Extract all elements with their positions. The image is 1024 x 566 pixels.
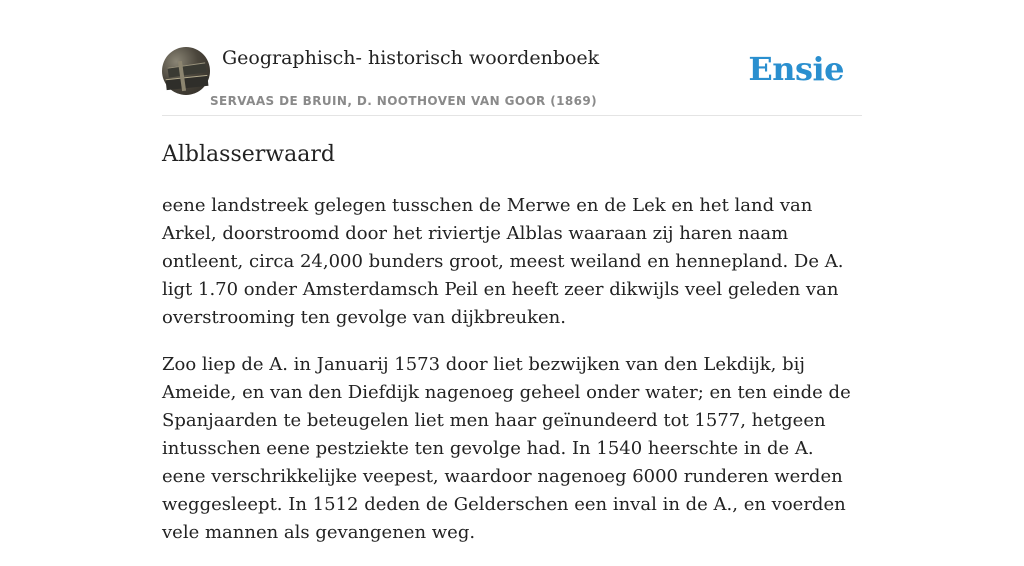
- entry-body: [162, 192, 862, 566]
- page-container: [162, 0, 862, 543]
- book-title-link[interactable]: Geographisch- historisch woordenboek: [222, 47, 600, 69]
- entry-paragraph: eene landstreek gelegen tusschen de Merwe en de Lek en het land van Arkel, doorstroomd door het riviertje Alblas waaraan zij haren naam ontleent, circa 24,000 bunders groot, meest weiland en hennepland. De A. ligt 1.70 onder Amsterdamsch Peil en heeft zeer dikwijls veel geleden van overstrooming ten gevolge van dijkbreuken.: [162, 195, 844, 328]
- entry-title: Alblasserwaard: [162, 142, 335, 167]
- entry-paragraph: Zoo liep de A. in Januarij 1573 door liet bezwijken van den Lekdijk, bij Ameide, en van den Diefdijk nagenoeg geheel onder water; en ten einde de Spanjaarden te beteugelen liet men haar geïnundeerd tot 1577, hetgeen intusschen eene pestziekte ten gevolge had. In 1540 heerschte in de A. eene verschrikkelijke veepest, waardoor nagenoeg 6000 runderen werden weggesleept. In 1512 deden de Gelderschen een inval in de A., en voerden vele mannen als gevangenen weg.: [162, 354, 851, 543]
- book-authors: SERVAAS DE BRUIN, D. NOOTHOVEN VAN GOOR (1869): [210, 94, 598, 108]
- ensie-logo[interactable]: Ensie: [748, 50, 844, 88]
- header: [162, 0, 862, 116]
- book-cover-avatar[interactable]: [162, 47, 210, 95]
